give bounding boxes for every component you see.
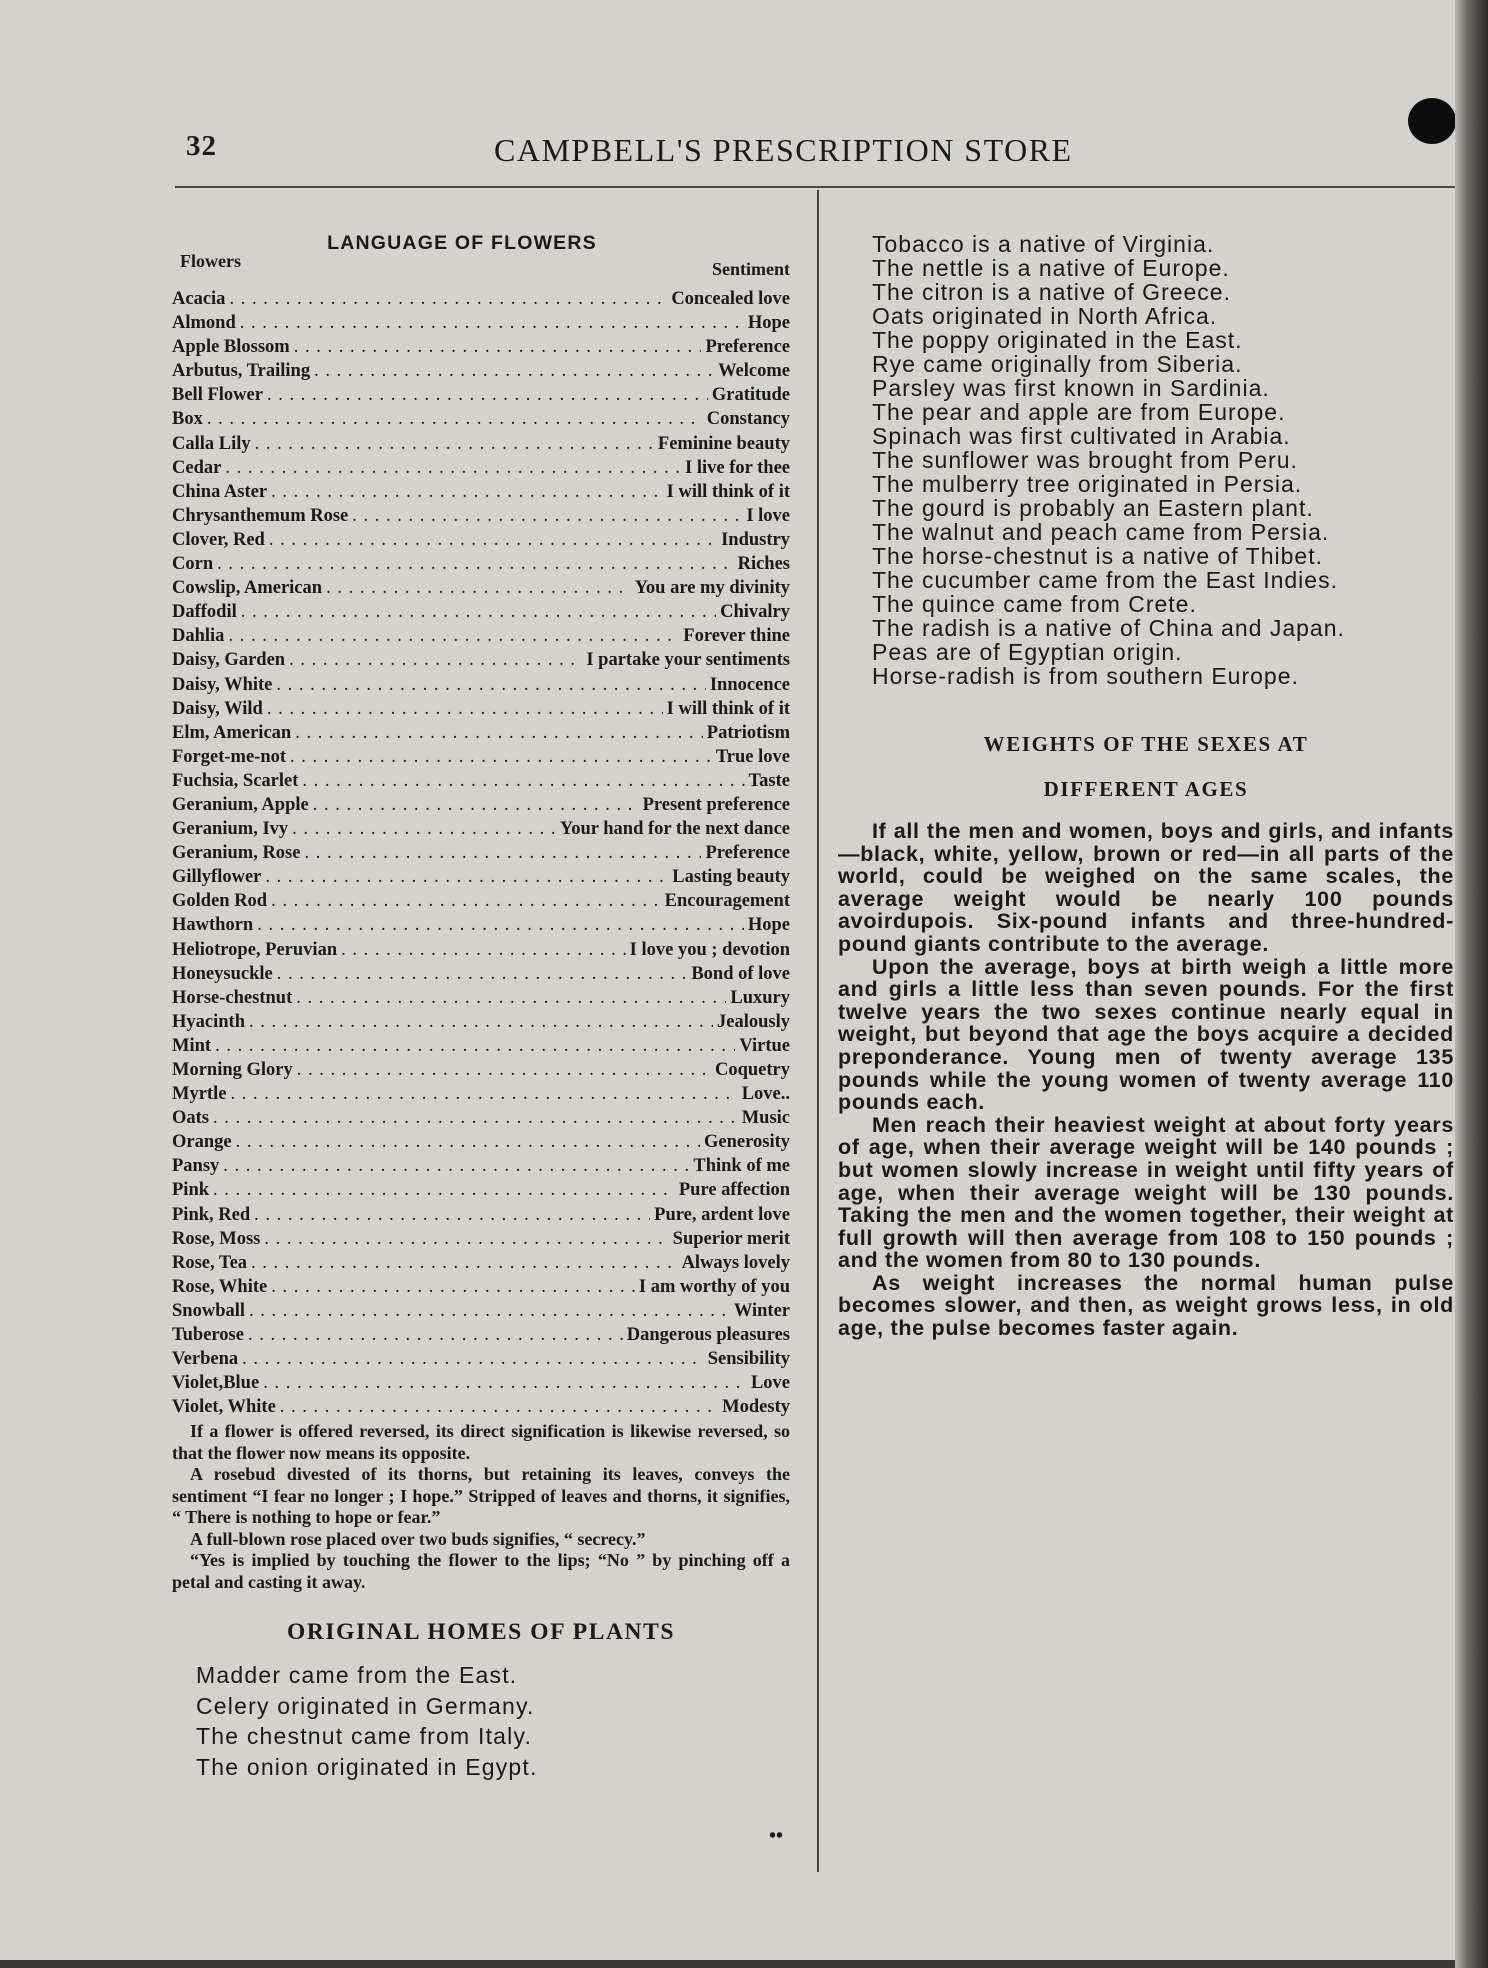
flower-name: Calla Lily	[172, 433, 251, 454]
flower-name: Geranium, Ivy	[172, 819, 289, 840]
flower-sentiment: Taste	[748, 770, 790, 791]
leader-dots	[314, 361, 714, 382]
flower-note: If a flower is offered reversed, its direct signification is likewise reversed, so that the flower now means its opposite.	[172, 1421, 790, 1463]
weights-body	[838, 820, 1454, 1340]
flower-row	[172, 337, 790, 361]
flower-name: Geranium, Apple	[172, 794, 309, 815]
flower-sentiment: Luxury	[730, 987, 790, 1008]
leader-dots	[280, 1397, 718, 1418]
flower-name: Orange	[172, 1132, 232, 1153]
flower-name: Almond	[172, 313, 236, 334]
weights-heading-line1: WEIGHTS OF THE SEXES AT	[983, 732, 1309, 756]
flower-sentiment: Innocence	[709, 674, 790, 695]
flower-sentiment: Pure affection	[678, 1180, 790, 1201]
weights-paragraph: Upon the average, boys at birth weigh a little more and girls a little less than seven pounds. For the first twelve years the two sexes continue nearly equal in weight, but beyond that age the boys acquire a decided preponderance. Young men of twenty average 135 pounds while the young women of twenty average 110 pounds each.	[838, 954, 1454, 1115]
flower-name: Arbutus, Trailing	[172, 361, 311, 382]
plant-line: Rye came originally from Siberia.	[872, 351, 1243, 377]
flower-sentiment: I love you ; devotion	[629, 939, 790, 960]
flower-row	[172, 867, 790, 891]
flower-row	[172, 313, 790, 337]
flower-row	[172, 1084, 790, 1108]
plant-line: The cucumber came from the East Indies.	[872, 567, 1338, 593]
flower-name: Pink, Red	[172, 1204, 251, 1225]
flower-sentiment: Pure, ardent love	[654, 1204, 790, 1225]
flower-note: A rosebud divested of its thorns, but retaining its leaves, conveys the sentiment “I fear no longer ; I hope.” Stripped of leaves and thorns, it signifies, “ There is nothing to hope or fear.”	[172, 1464, 790, 1528]
binding-hole	[1408, 98, 1456, 144]
flower-sentiment: Virtue	[739, 1035, 790, 1056]
flower-row	[172, 1253, 790, 1277]
flower-row	[172, 1180, 790, 1204]
flower-name: Pink	[172, 1180, 210, 1201]
flower-name: Cedar	[172, 457, 222, 478]
plant-line: Madder came from the East.	[196, 1662, 518, 1689]
flower-row	[172, 1132, 790, 1156]
flower-name: Hawthorn	[172, 915, 254, 936]
flower-sentiment: Generosity	[704, 1132, 790, 1153]
weights-paragraph: As weight increases the normal human pulse becomes slower, and then, as weight grows less, in old age, the pulse becomes faster again.	[838, 1270, 1454, 1341]
flower-sentiment: Present preference	[642, 794, 790, 815]
flower-sentiment: Hope	[747, 915, 790, 936]
flower-row	[172, 602, 790, 626]
plant-line: The horse-chestnut is a native of Thibet.	[872, 543, 1323, 569]
page-number: 32	[186, 130, 217, 162]
flower-name: Violet, White	[172, 1397, 276, 1418]
plant-line: The radish is a native of China and Japan.	[872, 615, 1345, 641]
flower-row	[172, 458, 790, 482]
flower-sentiment: I am worthy of you	[638, 1276, 790, 1297]
flower-row	[172, 1373, 790, 1397]
flower-name: Corn	[172, 554, 214, 575]
plant-line: Tobacco is a native of Virginia.	[872, 231, 1215, 257]
flowers-heading: LANGUAGE OF FLOWERS	[327, 232, 597, 254]
flower-sentiment: Concealed love	[671, 289, 790, 309]
leader-dots	[248, 1325, 623, 1346]
leader-dots	[213, 1180, 675, 1201]
leader-dots	[271, 482, 663, 503]
weights-paragraph: If all the men and women, boys and girls, and infants—black, white, yellow, brown or red—in all parts of the world, could be weighed on the same scales, the average weight would be nearly 100 pounds avoirdupois. Six-pound infants and three-hundred-pound giants contribute to the average.	[838, 819, 1454, 956]
plant-line: Parsley was first known in Sardinia.	[872, 375, 1270, 401]
flower-name: Daisy, White	[172, 674, 273, 695]
left-column	[172, 232, 790, 1782]
leader-dots	[257, 915, 744, 936]
leader-dots	[240, 313, 744, 334]
col-sentiment-label: Sentiment	[712, 259, 790, 279]
leader-dots	[242, 1349, 704, 1370]
leader-dots	[228, 626, 679, 647]
flower-row	[172, 530, 790, 554]
flower-notes	[172, 1421, 790, 1593]
flower-row	[172, 1060, 790, 1084]
flower-row	[172, 675, 790, 699]
stray-ink-mark: ••	[769, 1825, 784, 1847]
plants-list-left	[196, 1660, 790, 1782]
plant-line: Oats originated in North Africa.	[872, 303, 1218, 329]
col-flowers-label: Flowers	[180, 251, 241, 271]
flower-row	[172, 771, 790, 795]
leader-dots	[267, 385, 708, 406]
flower-sentiment: Modesty	[722, 1397, 790, 1418]
flower-name: Mint	[172, 1035, 212, 1056]
leader-dots	[215, 1036, 735, 1057]
flower-sentiment: Sensibility	[707, 1349, 790, 1370]
flower-row	[172, 747, 790, 771]
flower-name: Honeysuckle	[172, 963, 273, 984]
flower-row	[172, 819, 790, 843]
flower-sentiment: Bond of love	[691, 963, 790, 984]
flower-name: Myrtle	[172, 1084, 227, 1105]
flower-row	[172, 1301, 790, 1325]
leader-dots	[276, 675, 705, 696]
flower-list	[172, 289, 790, 1421]
leader-dots	[341, 940, 626, 961]
leader-dots	[295, 723, 703, 744]
flower-sentiment: Your hand for the next dance	[559, 819, 790, 840]
plant-line: The walnut and peach came from Persia.	[872, 519, 1330, 545]
weights-heading-line2: DIFFERENT AGES	[1043, 777, 1249, 801]
page-edge-shadow	[1455, 0, 1488, 1968]
flower-sentiment: Winter	[733, 1300, 790, 1321]
leader-dots	[297, 1060, 711, 1081]
page-header	[0, 130, 1470, 180]
flower-name: Horse-chestnut	[172, 987, 293, 1008]
leader-dots	[255, 434, 654, 455]
flower-row	[172, 361, 790, 385]
flower-name: Tuberose	[172, 1325, 244, 1346]
flower-row	[172, 699, 790, 723]
flower-name: Daffodil	[172, 602, 237, 623]
flower-name: Forget-me-not	[172, 746, 287, 767]
flower-sentiment: Feminine beauty	[657, 433, 790, 454]
leader-dots	[292, 819, 556, 840]
leader-dots	[296, 988, 726, 1009]
leader-dots	[326, 578, 631, 599]
flower-sentiment: Lasting beauty	[672, 867, 790, 888]
column-divider	[817, 190, 819, 1872]
flower-name: Pansy	[172, 1156, 220, 1177]
flower-row	[172, 795, 790, 819]
plant-line: The citron is a native of Greece.	[872, 279, 1231, 305]
flower-row	[172, 1229, 790, 1253]
flower-sentiment: Constancy	[706, 409, 790, 430]
flower-row	[172, 1012, 790, 1036]
flower-row	[172, 289, 790, 313]
flower-sentiment: You are my divinity	[634, 578, 790, 599]
flower-sentiment: True love	[715, 746, 790, 767]
flower-sentiment: Patriotism	[706, 722, 790, 743]
leader-dots	[267, 699, 663, 720]
flower-name: Gillyflower	[172, 867, 262, 888]
leader-dots	[304, 843, 701, 864]
leader-dots	[277, 964, 688, 985]
flower-row	[172, 1349, 790, 1373]
flower-sentiment: Riches	[737, 554, 790, 575]
flower-name: Snowball	[172, 1300, 246, 1321]
flower-sentiment: I will think of it	[666, 698, 790, 719]
plant-line: Peas are of Egyptian origin.	[872, 639, 1183, 665]
flower-row	[172, 1205, 790, 1229]
flower-row	[172, 843, 790, 867]
flower-sentiment: Coquetry	[714, 1060, 790, 1080]
plant-line: The sunflower was brought from Peru.	[872, 447, 1298, 473]
flower-name: Rose, Moss	[172, 1228, 261, 1249]
flower-row	[172, 1108, 790, 1132]
leader-dots	[251, 1253, 678, 1274]
flower-sentiment: Hope	[747, 313, 790, 334]
plant-line: Spinach was first cultivated in Arabia.	[872, 423, 1291, 449]
plant-line: The poppy originated in the East.	[872, 327, 1243, 353]
weights-paragraph: Men reach their heaviest weight at about forty years of age, when their average weight will be 140 pounds ; but women slowly increase in weight until fifty years of age, when their average weight will be 130 pounds. Taking the men and the women together, their weight at full growth will then average from 108 to 150 pounds ; and the women from 80 to 130 pounds.	[838, 1112, 1454, 1273]
flower-name: Violet,Blue	[172, 1373, 260, 1394]
flower-name: Acacia	[172, 289, 226, 309]
leader-dots	[313, 795, 639, 816]
plant-line: Horse-radish is from southern Europe.	[872, 663, 1299, 689]
flower-sentiment: Jealously	[717, 1011, 790, 1032]
flower-sentiment: Encouragement	[664, 891, 790, 912]
leader-dots	[213, 1108, 738, 1129]
flower-sentiment: Welcome	[718, 361, 790, 382]
flower-row	[172, 1325, 790, 1349]
flower-note: A full-blown rose placed over two buds signifies, “ secrecy.”	[190, 1528, 646, 1549]
plant-line: The nettle is a native of Europe.	[872, 255, 1230, 281]
flower-name: Golden Rod	[172, 891, 268, 912]
flower-sentiment: Forever thine	[683, 626, 790, 647]
flower-row	[172, 409, 790, 433]
flower-row	[172, 650, 790, 674]
leader-dots	[207, 409, 703, 430]
flower-name: Dahlia	[172, 626, 225, 647]
running-head: CAMPBELL'S PRESCRIPTION STORE	[494, 132, 1073, 168]
right-column	[838, 232, 1454, 1340]
flower-row	[172, 578, 790, 602]
flower-sentiment: Industry	[721, 529, 790, 550]
flower-name: Rose, Tea	[172, 1252, 248, 1273]
flower-sentiment: Dangerous pleasures	[626, 1325, 790, 1346]
flower-row	[172, 964, 790, 988]
leader-dots	[265, 867, 668, 888]
flower-name: Heliotrope, Peruvian	[172, 939, 338, 960]
leader-dots	[254, 1205, 650, 1226]
plant-line: The chestnut came from Italy.	[196, 1723, 533, 1750]
leader-dots	[230, 1084, 737, 1105]
flower-note: “Yes is implied by touching the flower to the lips; “No ” by pinching off a petal and casting it away.	[172, 1550, 790, 1592]
flower-sentiment: I love	[746, 505, 790, 526]
leader-dots	[249, 1012, 713, 1033]
flower-name: Verbena	[172, 1349, 239, 1370]
flower-name: Daisy, Garden	[172, 650, 286, 671]
flower-name: Morning Glory	[172, 1060, 293, 1080]
flower-name: Elm, American	[172, 722, 292, 743]
flower-row	[172, 434, 790, 458]
flower-row	[172, 482, 790, 506]
flower-row	[172, 1156, 790, 1180]
leader-dots	[263, 1373, 747, 1394]
plants-list-right	[838, 232, 1454, 688]
flower-name: China Aster	[172, 481, 268, 502]
flower-sentiment: I partake your sentiments	[586, 650, 790, 671]
plant-line: The quince came from Crete.	[872, 591, 1197, 617]
flower-row	[172, 1397, 790, 1421]
flower-row	[172, 626, 790, 650]
leader-dots	[249, 1301, 730, 1322]
flower-sentiment: Gratitude	[711, 385, 790, 406]
leader-dots	[223, 1156, 689, 1177]
flower-row	[172, 554, 790, 578]
flower-sentiment: Love	[750, 1373, 790, 1394]
flower-sentiment: Think of me	[693, 1156, 790, 1177]
flower-row	[172, 385, 790, 409]
leader-dots	[271, 1277, 635, 1298]
leader-dots	[271, 891, 661, 912]
flower-name: Box	[172, 409, 203, 430]
flower-sentiment: Love..	[741, 1084, 790, 1105]
flower-row	[172, 1277, 790, 1301]
flower-row	[172, 1036, 790, 1060]
flower-row	[172, 940, 790, 964]
plant-line: The mulberry tree originated in Persia.	[872, 471, 1303, 497]
leader-dots	[229, 289, 667, 310]
leader-dots	[352, 506, 742, 527]
flower-sentiment: Music	[741, 1108, 790, 1129]
flower-name: Oats	[172, 1108, 209, 1129]
flower-row	[172, 506, 790, 530]
flower-name: Hyacinth	[172, 1011, 245, 1032]
flower-name: Fuchsia, Scarlet	[172, 770, 299, 791]
leader-dots	[225, 458, 681, 479]
flower-sentiment: Always lovely	[681, 1252, 790, 1273]
leader-dots	[217, 554, 733, 575]
flower-sentiment: Preference	[705, 337, 790, 358]
flowers-column-heads	[172, 251, 790, 283]
flower-row	[172, 988, 790, 1012]
flower-name: Chrysanthemum Rose	[172, 505, 349, 526]
leader-dots	[241, 602, 716, 623]
flower-sentiment: Superior merit	[672, 1228, 790, 1249]
leader-dots	[264, 1229, 668, 1250]
plant-line: Celery originated in Germany.	[196, 1692, 535, 1719]
flower-sentiment: I will think of it	[666, 481, 790, 502]
leader-dots	[290, 747, 712, 768]
flower-name: Bell Flower	[172, 385, 263, 406]
flower-row	[172, 915, 790, 939]
plant-line: The gourd is probably an Eastern plant.	[872, 495, 1314, 521]
leader-dots	[294, 337, 702, 358]
flower-name: Daisy, Wild	[172, 698, 263, 719]
flower-name: Cowslip, American	[172, 578, 323, 599]
flower-sentiment: I live for thee	[685, 457, 790, 478]
flower-name: Rose, White	[172, 1276, 268, 1297]
flower-sentiment: Chivalry	[720, 602, 790, 623]
header-rule	[175, 186, 1458, 188]
flower-name: Clover, Red	[172, 529, 265, 550]
plant-line: The pear and apple are from Europe.	[872, 399, 1286, 425]
flower-name: Geranium, Rose	[172, 843, 301, 864]
leader-dots	[269, 530, 717, 551]
flower-row	[172, 723, 790, 747]
leader-dots	[302, 771, 744, 792]
leader-dots	[236, 1132, 700, 1153]
plant-line: The onion originated in Egypt.	[196, 1753, 538, 1780]
plants-heading: ORIGINAL HOMES OF PLANTS	[286, 1619, 676, 1646]
flower-row	[172, 891, 790, 915]
leader-dots	[289, 650, 582, 671]
flower-sentiment: Preference	[705, 843, 790, 864]
flower-name: Apple Blossom	[172, 337, 290, 358]
